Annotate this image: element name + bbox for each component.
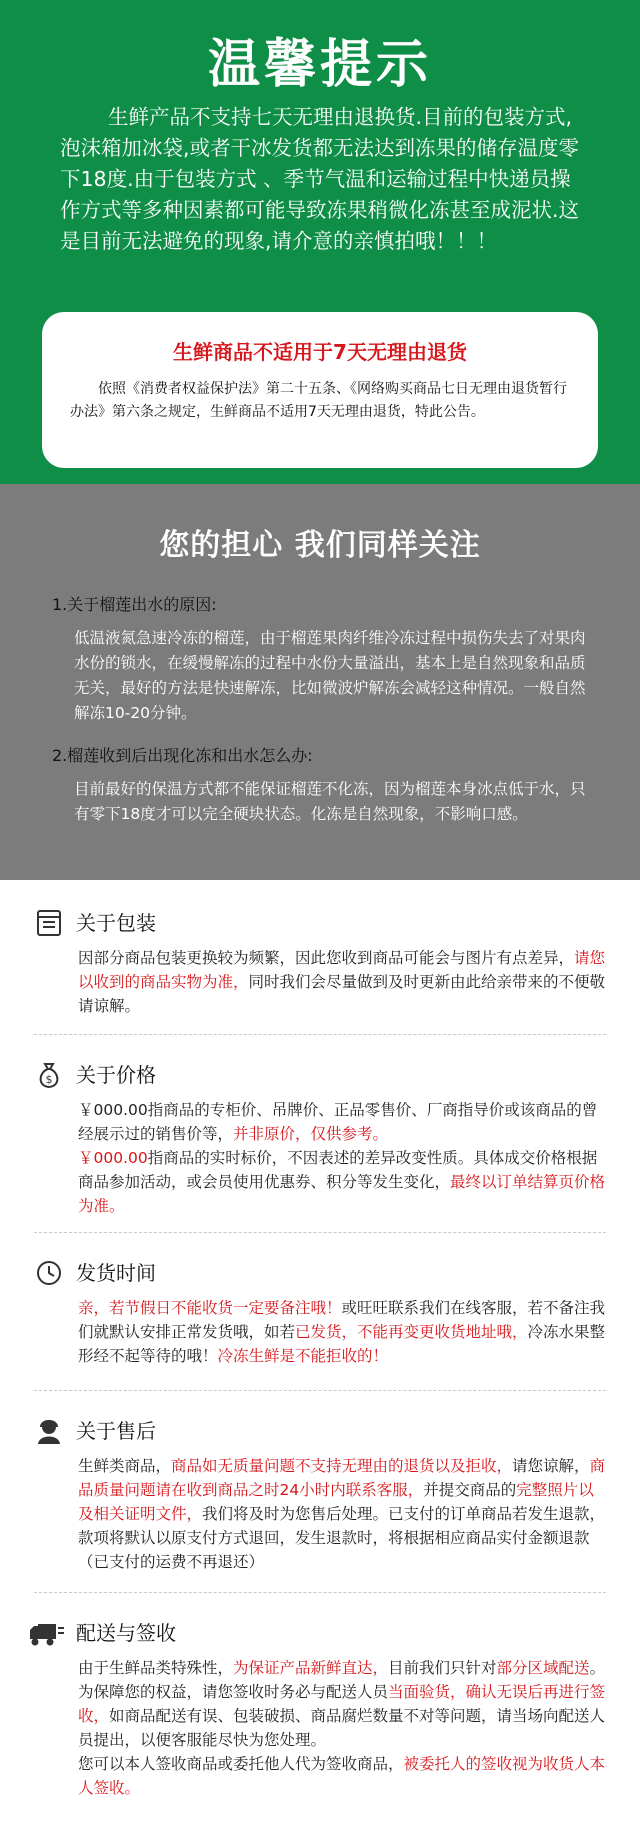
notice-card-title: 生鲜商品不适用于7天无理由退货 bbox=[173, 340, 467, 364]
packaging-title: 关于包装 bbox=[76, 911, 156, 935]
notice-card-text: 依照《消费者权益保护法》第二十五条、《网络购买商品七日无理由退货暂行办法》第六条之规定，生鲜商品不适用7天无理由退货，特此公告。 bbox=[70, 381, 567, 420]
answer-1: 低温液氮急速冷冻的榴莲，由于榴莲果肉纤维冷冻过程中损伤失去了对果肉水份的锁水，在缓慢解冻的过程中水份大量溢出，基本上是自然现象和品质无关，最好的方法是快速解冻，比如微波炉解冻会减轻这种情况。一般自然解冻10-20分钟。 bbox=[74, 629, 586, 722]
info-section bbox=[0, 880, 640, 1836]
aftersale-text: 生鲜类商品，商品如无质量问题不支持无理由的退货以及拒收，请您谅解，商品质量问题请在收到商品之时24小时内联系客服，并提交商品的完整照片以及相关证明文件，我们将及时为您售后处理。已支付的订单商品若发生退款，款项将默认以原支付方式退回，发生退款时，将根据相应商品实付金额退款（已支付的运费不再退还） bbox=[78, 1457, 606, 1571]
tips-paragraph: 生鲜产品不支持七天无理由退换货.目前的包装方式,泡沫箱加冰袋,或者干冰发货都无法达到冻果的储存温度零下18度.由于包装方式 、季节气温和运输过程中快递员操作方式等多种因素都可能导致冻果稍微化冻甚至成泥状.这是目前无法避免的现象,请介意的亲慎拍哦！！！ bbox=[60, 105, 580, 253]
money-bag-icon bbox=[34, 1060, 64, 1090]
svg-text:$: $ bbox=[45, 1073, 53, 1086]
price-title: 关于价格 bbox=[76, 1063, 156, 1087]
clock-icon bbox=[34, 1258, 64, 1288]
divider bbox=[34, 1232, 606, 1233]
aftersale-title: 关于售后 bbox=[76, 1419, 156, 1443]
answer-2: 目前最好的保温方式都不能保证榴莲不化冻，因为榴莲本身冰点低于水，只有零下18度才可以完全硬块状态。化冻是自然现象，不影响口感。 bbox=[74, 780, 586, 823]
tips-section bbox=[0, 0, 640, 484]
customer-service-icon bbox=[34, 1416, 64, 1446]
notice-card bbox=[42, 312, 598, 468]
question-2: 2.榴莲收到后出现化冻和出水怎么办: bbox=[52, 746, 313, 765]
question-1: 1.关于榴莲出水的原因: bbox=[52, 595, 217, 614]
divider bbox=[34, 1390, 606, 1391]
packaging-text: 因部分商品包装更换较为频繁，因此您收到商品可能会与图片有点差异，请您以收到的商品实物为准，同时我们会尽量做到及时更新由此给亲带来的不便敬请谅解。 bbox=[78, 949, 606, 1015]
tips-title: 温馨提示 bbox=[207, 35, 432, 95]
concern-section bbox=[0, 484, 640, 880]
note-icon bbox=[34, 908, 64, 938]
shipping-title: 发货时间 bbox=[76, 1261, 156, 1285]
delivery-title: 配送与签收 bbox=[76, 1621, 176, 1645]
shipping-text: 亲，若节假日不能收货一定要备注哦！或旺旺联系我们在线客服，若不备注我们就默认安排正常发货哦，如若已发货，不能再变更收货地址哦，冷冻水果整形经不起等待的哦！冷冻生鲜是不能拒收的！ bbox=[78, 1299, 606, 1365]
delivery-text: 由于生鲜品类特殊性，为保证产品新鲜直达，目前我们只针对部分区域配送。 为保障您的权益，请您签收时务必与配送人员当面验货，确认无误后再进行签收，如商品配送有误、包装破损、商品腐烂数量不对等问题，请当场向配送人员提出，以便客服能尽快为您处理。 您可以本人签收商品或委托他人代为签收商品，被委托人的签收视为收货人本人签收。 bbox=[78, 1659, 606, 1797]
truck-icon bbox=[28, 1618, 66, 1648]
divider bbox=[34, 1034, 606, 1035]
divider bbox=[34, 1592, 606, 1593]
price-text: ￥000.00指商品的专柜价、吊牌价、正品零售价、厂商指导价或该商品的曾经展示过的销售价等，并非原价，仅供参考。 ￥000.00指商品的实时标价，不因表述的差异改变性质。具体成交价格根据商品参加活动，或会员使用优惠券、积分等发生变化，最终以订单结算页价格为准。 bbox=[78, 1101, 606, 1215]
concern-title: 您的担心 我们同样关注 bbox=[159, 528, 481, 563]
